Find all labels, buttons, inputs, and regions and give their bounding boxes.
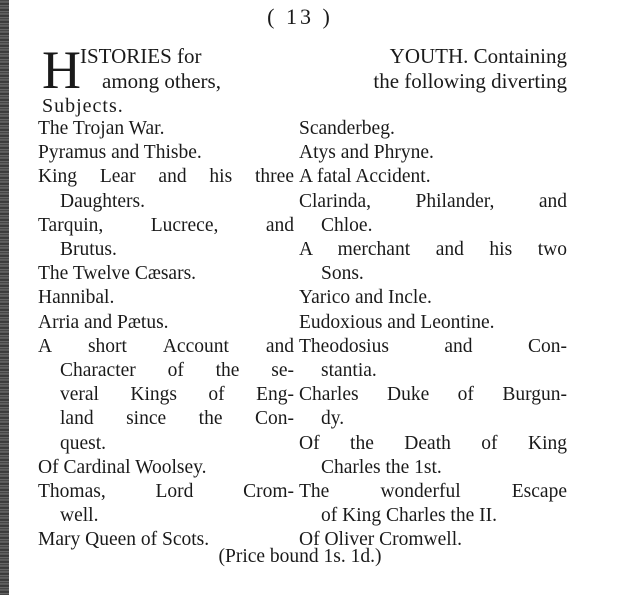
list-item-line: land since the Con-: [60, 408, 294, 430]
right-column: [299, 117, 567, 553]
list-item: [299, 311, 567, 335]
list-item: [299, 383, 567, 431]
list-item-line: Daughters.: [60, 190, 146, 212]
list-item-line: Clarinda, Philander, and: [299, 190, 567, 212]
list-item-line: Character of the se-: [60, 360, 294, 382]
list-item: [38, 117, 294, 141]
list-item-line: Pyramus and Thisbe.: [38, 142, 202, 164]
list-item: [38, 480, 294, 528]
list-item-line: Chloe.: [321, 214, 373, 236]
list-item-line: Brutus.: [60, 239, 117, 261]
list-item-line: Arria and Pætus.: [38, 311, 169, 333]
list-item: [38, 262, 294, 286]
list-item-line: Scanderbeg.: [299, 118, 395, 139]
list-item-line: Sons.: [321, 263, 364, 285]
heading-line-2-left: among others,: [102, 69, 221, 93]
heading-line-1: [80, 44, 567, 69]
list-item-line: Mary Queen of Scots.: [38, 529, 210, 551]
list-item: [299, 190, 567, 238]
list-item-line: King Lear and his three: [38, 166, 294, 188]
list-item-line: The Twelve Cæsars.: [38, 263, 197, 285]
list-item-line: Of Oliver Cromwell.: [299, 529, 463, 551]
list-item-line: well.: [60, 505, 99, 527]
list-item: [38, 456, 294, 480]
heading-line-1-right: YOUTH. Containing: [389, 44, 567, 68]
list-item: [38, 214, 294, 262]
list-item-line: Eudoxious and Leontine.: [299, 311, 495, 333]
list-item-line: Theodosius and Con-: [299, 335, 567, 357]
list-item-line: A short Account and: [38, 335, 294, 357]
heading-line-2-right: the following diverting: [373, 69, 567, 93]
list-item-line: Thomas, Lord Crom-: [38, 481, 294, 503]
list-item: [299, 117, 567, 141]
list-item: [299, 432, 567, 480]
list-item-line: Of the Death of King: [299, 432, 567, 454]
list-item-line: Tarquin, Lucrece, and: [38, 214, 294, 236]
list-item-line: A fatal Accident.: [299, 166, 431, 188]
list-item-line: quest.: [60, 432, 107, 454]
book-binding-edge: [0, 0, 9, 595]
list-item-line: Atys and Phryne.: [299, 142, 434, 164]
price-note: (Price bound 1s. 1d.): [218, 546, 382, 567]
list-item-line: veral Kings of Eng-: [60, 384, 294, 406]
list-item: [38, 335, 294, 456]
drop-cap: H: [42, 40, 81, 100]
left-column: [38, 117, 294, 553]
list-item: [299, 480, 567, 528]
list-item: [38, 311, 294, 335]
list-item-line: The Trojan War.: [38, 118, 165, 139]
list-item-line: Of Cardinal Woolsey.: [38, 456, 207, 478]
list-item-line: A merchant and his two: [299, 239, 567, 261]
list-item: [38, 165, 294, 213]
list-item-line: stantia.: [321, 360, 377, 382]
list-item: [38, 286, 294, 310]
list-item-line: The wonderful Escape: [299, 481, 567, 503]
list-item-line: Charles the 1st.: [321, 456, 442, 478]
list-item-line: Hannibal.: [38, 287, 115, 309]
list-item: [299, 165, 567, 189]
subjects-label: Subjects.: [42, 95, 124, 117]
heading-line-2: [102, 69, 567, 94]
list-item-line: Yarico and Incle.: [299, 287, 432, 309]
heading-line-1-left: ISTORIES for: [80, 44, 202, 68]
heading: [42, 40, 567, 119]
list-item-line: Charles Duke of Burgun-: [299, 384, 567, 406]
list-item: [299, 286, 567, 310]
list-item-line: dy.: [321, 408, 345, 430]
list-item: [299, 141, 567, 165]
page-number: ( 13 ): [267, 4, 333, 29]
list-item: [299, 335, 567, 383]
list-item: [38, 141, 294, 165]
list-item-line: of King Charles the II.: [321, 505, 497, 527]
list-item: [299, 238, 567, 286]
